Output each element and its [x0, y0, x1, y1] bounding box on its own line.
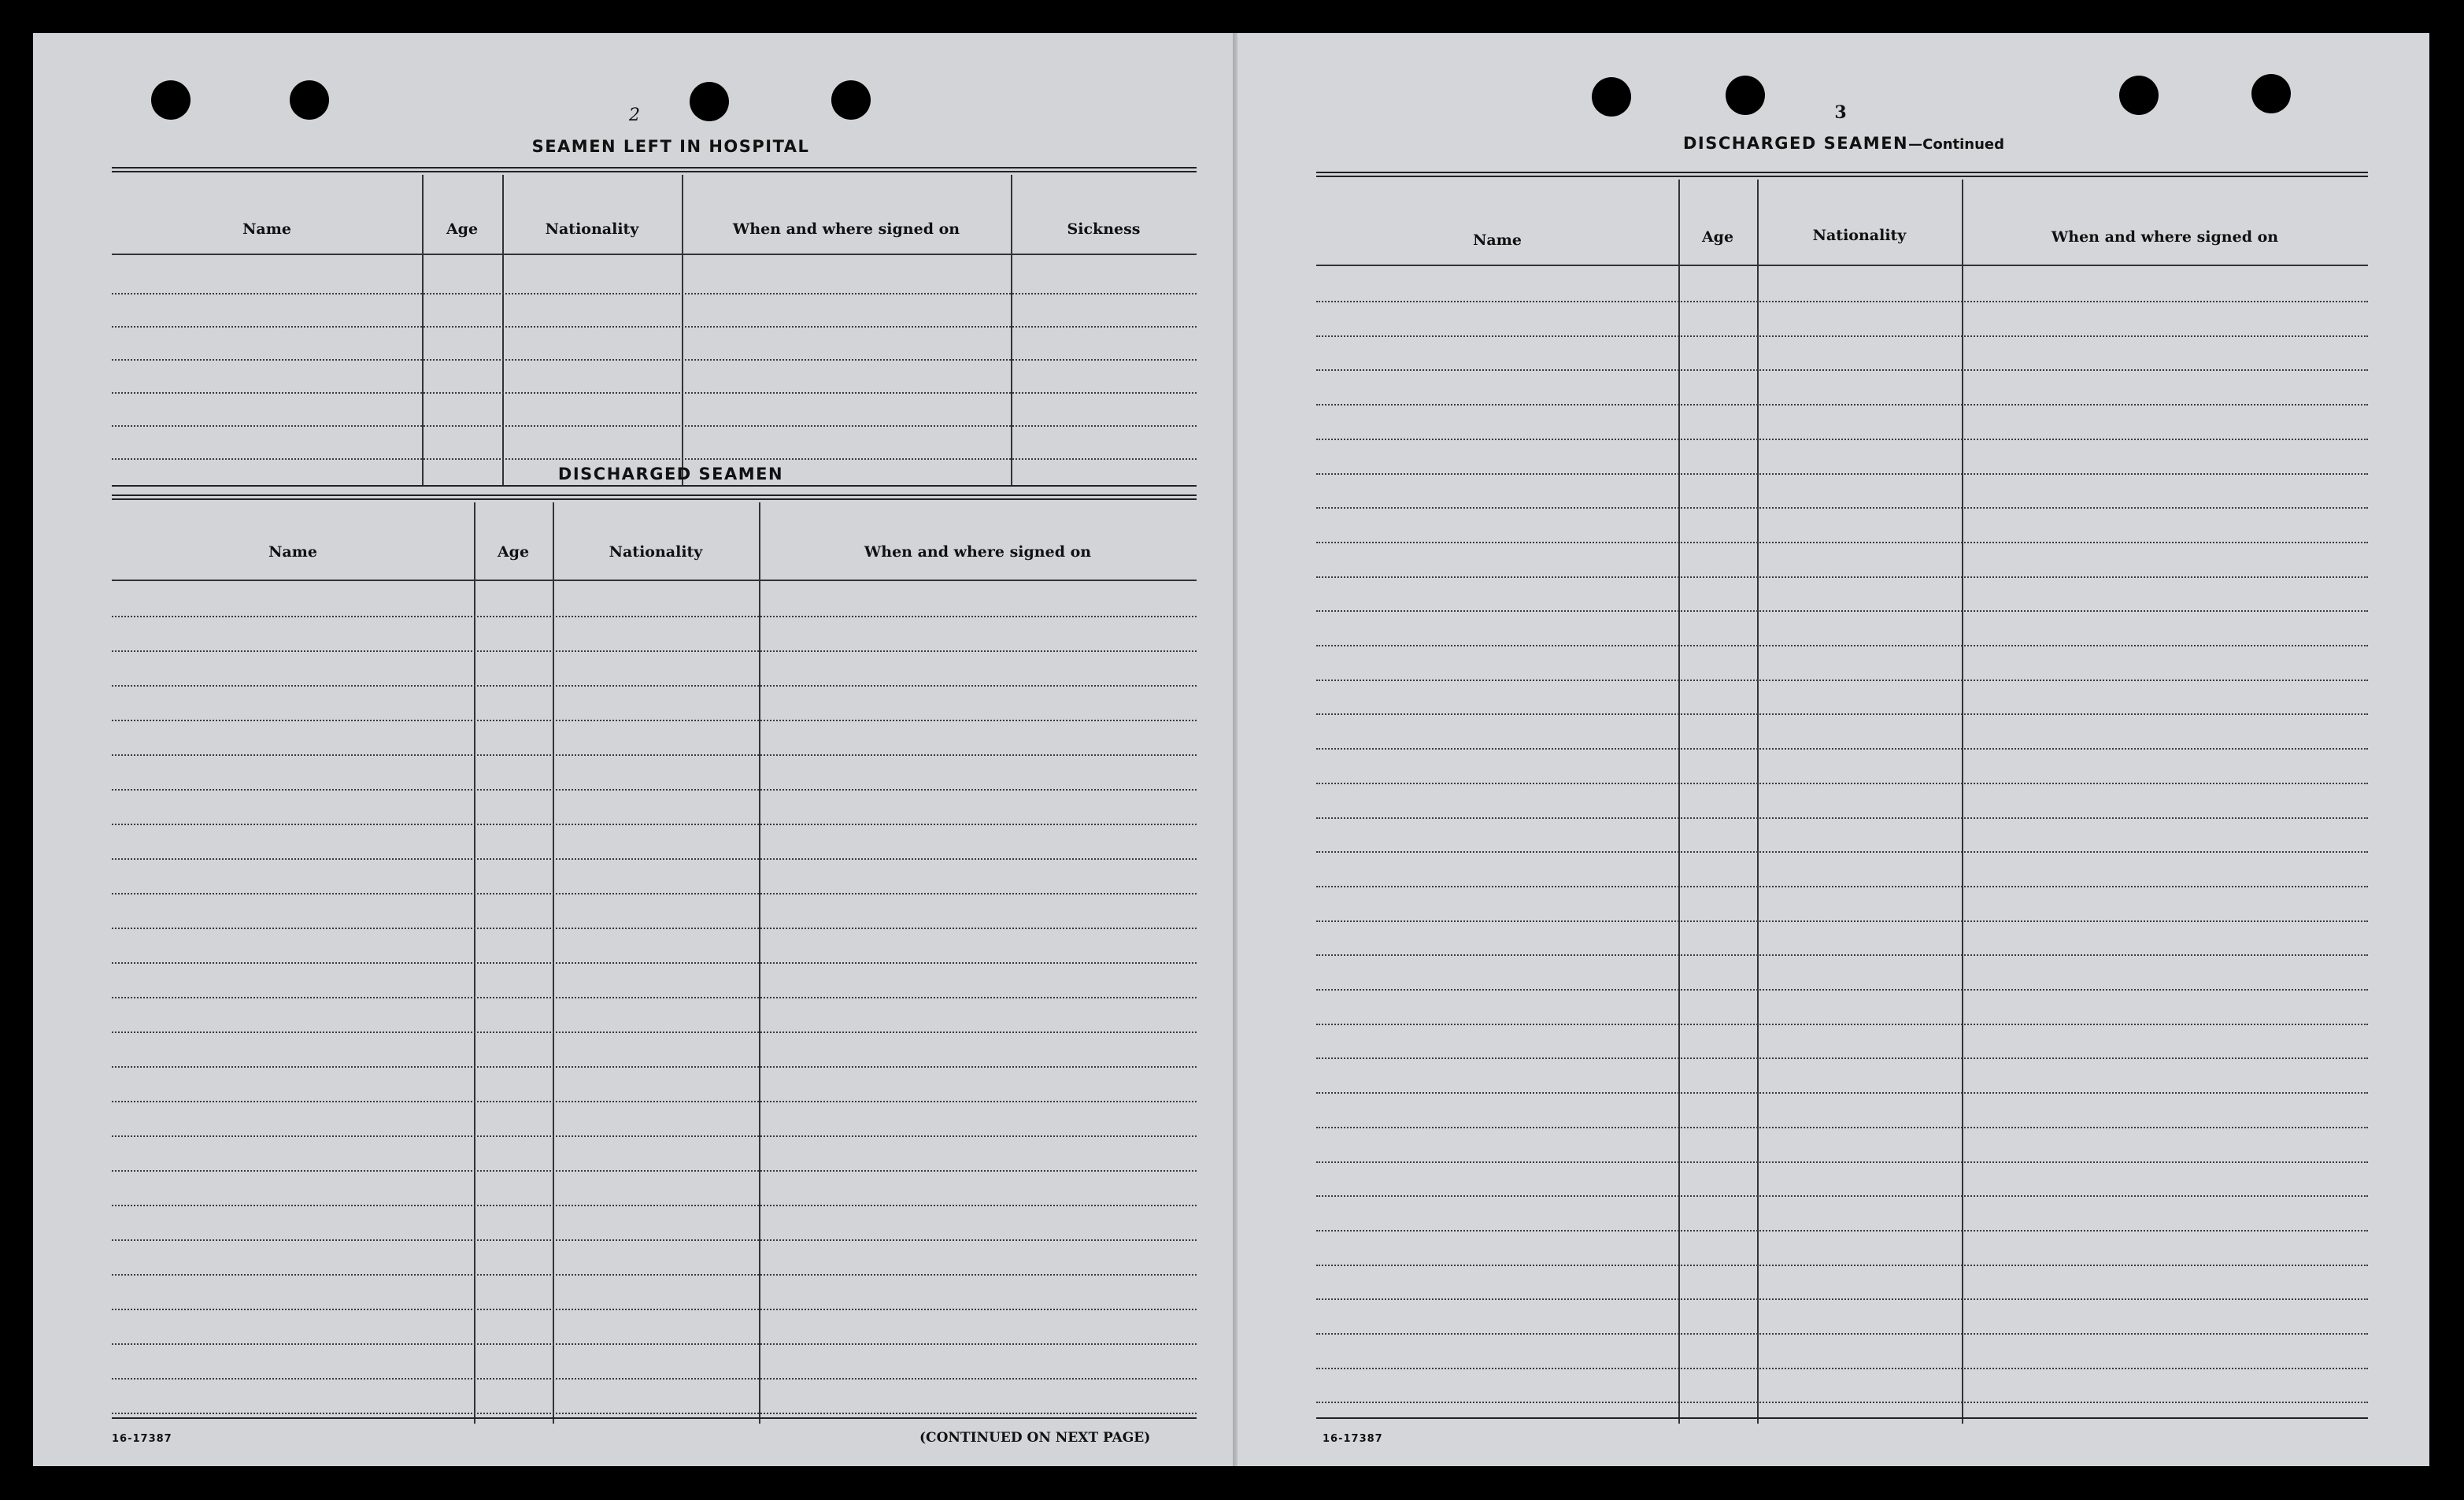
row-line	[112, 326, 1197, 328]
column-header-sickness: Sickness	[1067, 220, 1141, 238]
row-line	[112, 1343, 1197, 1345]
discharged-continued-table	[1316, 172, 2368, 1424]
row-line	[1316, 369, 2368, 371]
column-divider	[1757, 180, 1759, 1424]
row-line	[112, 293, 1197, 294]
column-header-nationality: Nationality	[1812, 227, 1907, 244]
row-line	[112, 754, 1197, 756]
binder-hole	[2119, 76, 2159, 115]
row-line	[1316, 1298, 2368, 1300]
table-top-rule	[1316, 172, 2368, 177]
column-header-signed-on: When and where signed on	[864, 543, 1092, 561]
column-header-age: Age	[497, 543, 530, 561]
table-bottom-rule	[112, 485, 1197, 487]
column-header-name: Name	[242, 220, 291, 238]
column-header-signed-on: When and where signed on	[732, 220, 960, 238]
column-divider	[1962, 180, 1963, 1424]
column-header-nationality: Nationality	[609, 543, 703, 561]
row-line	[112, 650, 1197, 652]
hospital-section-title: SEAMEN LEFT IN HOSPITAL	[531, 137, 810, 156]
row-line	[1316, 920, 2368, 922]
row-line	[1316, 713, 2368, 715]
row-line	[1316, 1265, 2368, 1266]
row-line	[112, 1066, 1197, 1068]
row-line	[1316, 335, 2368, 337]
row-line	[112, 1170, 1197, 1172]
header-underline	[1316, 265, 2368, 266]
column-header-nationality: Nationality	[545, 220, 639, 238]
hospital-table	[112, 167, 1197, 487]
page-number: 2	[629, 106, 640, 125]
row-line	[112, 1413, 1197, 1414]
row-line	[112, 1378, 1197, 1380]
table-bottom-rule	[112, 1417, 1197, 1419]
row-line	[112, 1031, 1197, 1033]
row-line	[1316, 783, 2368, 784]
header-underline	[112, 580, 1197, 581]
row-line	[112, 858, 1197, 860]
column-header-name: Name	[1473, 231, 1522, 249]
row-line	[1316, 1127, 2368, 1128]
row-line	[1316, 1195, 2368, 1197]
row-line	[1316, 439, 2368, 440]
row-line	[1316, 507, 2368, 509]
right-page	[1238, 33, 2429, 1466]
row-line	[112, 928, 1197, 929]
row-line	[112, 1205, 1197, 1206]
row-line	[1316, 817, 2368, 819]
row-line	[112, 458, 1197, 460]
table-top-rule	[112, 167, 1197, 172]
column-divider	[1678, 180, 1680, 1424]
row-line	[112, 720, 1197, 721]
row-line	[112, 997, 1197, 998]
column-header-age: Age	[446, 220, 479, 238]
row-line	[112, 425, 1197, 427]
row-line	[1316, 1161, 2368, 1163]
form-code: 16-17387	[112, 1433, 172, 1445]
row-line	[112, 824, 1197, 825]
header-underline	[112, 254, 1197, 255]
row-line	[1316, 1092, 2368, 1094]
column-header-signed-on: When and where signed on	[2051, 228, 2279, 246]
binder-hole	[831, 80, 871, 120]
row-line	[1316, 886, 2368, 887]
row-line	[112, 359, 1197, 361]
row-line	[1316, 1024, 2368, 1025]
row-line	[1316, 851, 2368, 853]
row-line	[1316, 301, 2368, 302]
row-line	[112, 893, 1197, 894]
row-line	[1316, 1230, 2368, 1231]
title-text: DISCHARGED SEAMEN	[1682, 134, 1909, 153]
discharged-table	[112, 494, 1197, 1424]
binder-hole	[2251, 74, 2291, 113]
binder-hole	[1592, 77, 1631, 117]
left-page	[33, 33, 1236, 1466]
discharged-continued-title	[1576, 134, 2111, 153]
row-line	[112, 1274, 1197, 1276]
row-line	[112, 1135, 1197, 1137]
row-line	[112, 616, 1197, 617]
row-line	[1316, 1368, 2368, 1369]
table-bottom-rule	[1316, 1417, 2368, 1419]
row-line	[1316, 1333, 2368, 1335]
row-line	[1316, 645, 2368, 646]
binder-hole	[690, 82, 729, 121]
row-line	[1316, 610, 2368, 612]
row-line	[1316, 954, 2368, 956]
form-code: 16-17387	[1323, 1433, 1383, 1445]
row-line	[1316, 680, 2368, 681]
row-line	[112, 962, 1197, 964]
row-line	[112, 1239, 1197, 1241]
row-line	[1316, 542, 2368, 543]
row-line	[1316, 576, 2368, 578]
row-line	[1316, 473, 2368, 475]
row-line	[112, 685, 1197, 687]
row-line	[1316, 1402, 2368, 1403]
binder-hole	[1726, 76, 1765, 115]
row-line	[1316, 404, 2368, 406]
row-line	[112, 392, 1197, 394]
binder-hole	[290, 80, 329, 120]
row-line	[1316, 748, 2368, 750]
column-header-name: Name	[268, 543, 317, 561]
table-top-rule	[112, 494, 1197, 500]
binder-hole	[151, 80, 191, 120]
row-line	[112, 1309, 1197, 1310]
continued-note: (CONTINUED ON NEXT PAGE)	[919, 1430, 1151, 1446]
column-header-age: Age	[1701, 228, 1734, 246]
row-line	[1316, 1057, 2368, 1059]
title-suffix: —Continued	[1908, 136, 2005, 153]
page-number: 3	[1834, 102, 1847, 123]
discharged-section-title: DISCHARGED SEAMEN	[557, 465, 784, 483]
row-line	[112, 1101, 1197, 1102]
row-line	[112, 789, 1197, 791]
row-line	[1316, 989, 2368, 991]
